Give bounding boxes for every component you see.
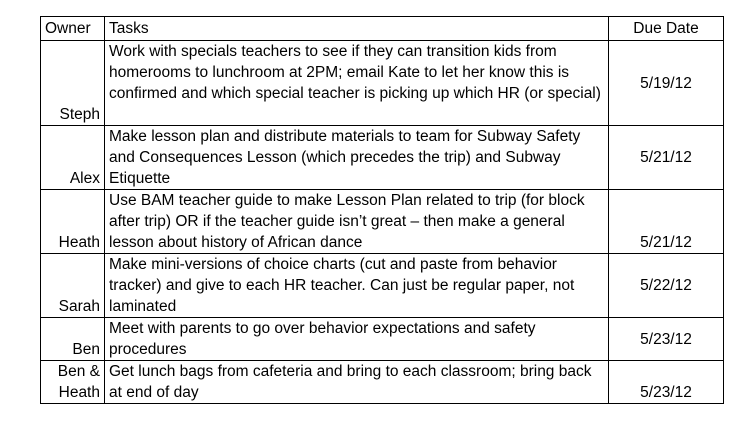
due-date-cell: 5/21/12 (609, 190, 724, 254)
due-date-cell: 5/23/12 (609, 318, 724, 361)
table-row (41, 318, 724, 361)
owner-cell: Ben & Heath (41, 361, 105, 404)
due-date-cell: 5/22/12 (609, 254, 724, 318)
table-row (41, 126, 724, 190)
due-date-cell: 5/21/12 (609, 126, 724, 190)
owner-cell: Steph (41, 41, 105, 126)
header-row (41, 17, 724, 41)
task-cell: Meet with parents to go over behavior expectations and safety procedures (105, 318, 609, 361)
table-row (41, 254, 724, 318)
table-row (41, 361, 724, 404)
task-cell: Make lesson plan and distribute materials to team for Subway Safety and Consequences Lesson (which precedes the trip) and Subway Etiquette (105, 126, 609, 190)
table-row (41, 190, 724, 254)
task-cell: Get lunch bags from cafeteria and bring to each classroom; bring back at end of day (105, 361, 609, 404)
table-row (41, 41, 724, 126)
owner-cell: Sarah (41, 254, 105, 318)
task-cell: Use BAM teacher guide to make Lesson Plan related to trip (for block after trip) OR if the teacher guide isn’t great – then make a general lesson about history of African dance (105, 190, 609, 254)
owner-cell: Heath (41, 190, 105, 254)
owner-cell: Alex (41, 126, 105, 190)
due-date-cell: 5/19/12 (609, 41, 724, 126)
owner-cell: Ben (41, 318, 105, 361)
task-cell: Make mini-versions of choice charts (cut and paste from behavior tracker) and give to each HR teacher. Can just be regular paper, not laminated (105, 254, 609, 318)
tasks-column-header: Tasks (105, 17, 609, 41)
task-cell: Work with specials teachers to see if they can transition kids from homerooms to lunchroom at 2PM; email Kate to let her know this is confirmed and which special teacher is picking up which HR (or special) (105, 41, 609, 126)
due-date-cell: 5/23/12 (609, 361, 724, 404)
owner-column-header: Owner (41, 17, 105, 41)
due-date-column-header: Due Date (609, 17, 724, 41)
tasks-table (40, 16, 724, 404)
